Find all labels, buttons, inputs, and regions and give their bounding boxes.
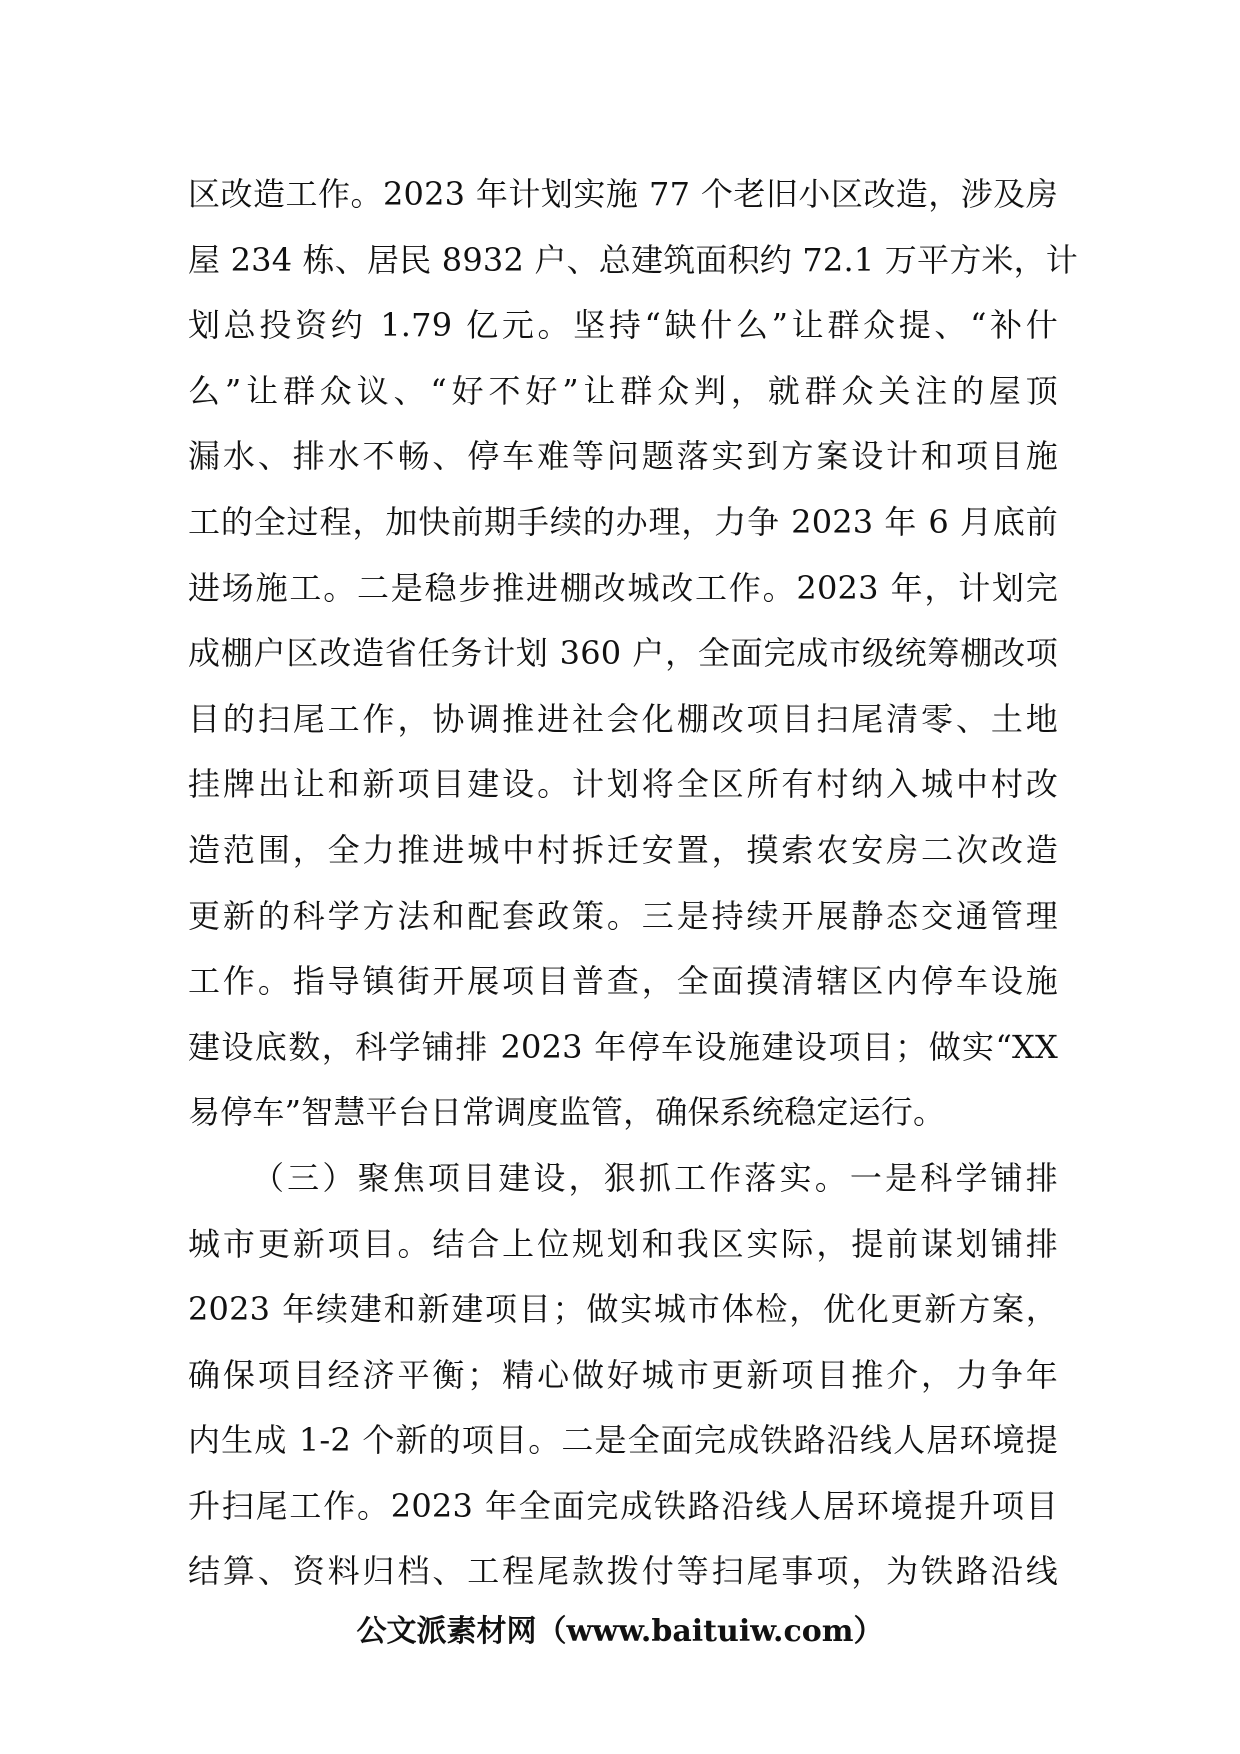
text-line: 结算、资料归档、工程尾款拨付等扫尾事项，为铁路沿线 — [188, 1552, 1058, 1591]
body-text — [188, 162, 1078, 1605]
text-line: 更新的科学方法和配套政策。三是持续开展静态交通管理 — [188, 896, 1058, 935]
text-line: 进场施工。二是稳步推进棚改城改工作。2023 年，计划完 — [188, 568, 1058, 607]
text-line: 升扫尾工作。2023 年全面完成铁路沿线人居环境提升项目 — [188, 1486, 1058, 1525]
text-line: 建设底数，科学铺排 2023 年停车设施建设项目；做实“XX — [188, 1027, 1058, 1066]
text-line: 工作。指导镇街开展项目普查，全面摸清辖区内停车设施 — [188, 962, 1058, 1001]
text-line: 划总投资约 1.79 亿元。坚持“缺什么”让群众提、“补什 — [188, 306, 1058, 345]
text-line: 易停车”智慧平台日常调度监管，确保系统稳定运行。 — [188, 1093, 946, 1132]
section-heading-line: （三）聚焦项目建设，狠抓工作落实。一是科学铺排 — [252, 1158, 1058, 1197]
text-line: 工的全过程，加快前期手续的办理，力争 2023 年 6 月底前 — [188, 502, 1058, 541]
text-line: 漏水、排水不畅、停车难等问题落实到方案设计和项目施 — [188, 437, 1058, 476]
text-line: 2023 年续建和新建项目；做实城市体检，优化更新方案， — [188, 1290, 1058, 1329]
text-line: 造范围，全力推进城中村拆迁安置，摸索农安房二次改造 — [188, 830, 1058, 869]
text-line: 挂牌出让和新项目建设。计划将全区所有村纳入城中村改 — [188, 765, 1058, 804]
text-line: 确保项目经济平衡；精心做好城市更新项目推介，力争年 — [188, 1355, 1058, 1394]
text-line: 屋 234 栋、居民 8932 户、总建筑面积约 72.1 万平方米，计 — [188, 240, 1078, 279]
text-line: 内生成 1-2 个新的项目。二是全面完成铁路沿线人居环境提 — [188, 1421, 1058, 1460]
text-line: 成棚户区改造省任务计划 360 户，全面完成市级统筹棚改项 — [188, 634, 1058, 673]
text-line: 城市更新项目。结合上位规划和我区实际，提前谋划铺排 — [188, 1224, 1058, 1263]
footer-watermark: 公文派素材网（www.baituiw.com） — [356, 1614, 884, 1649]
text-line: 么”让群众议、“好不好”让群众判，就群众关注的屋顶 — [188, 371, 1058, 410]
text-line: 目的扫尾工作，协调推进社会化棚改项目扫尾清零、土地 — [188, 699, 1058, 738]
text-line: 区改造工作。2023 年计划实施 77 个老旧小区改造，涉及房 — [188, 175, 1058, 213]
